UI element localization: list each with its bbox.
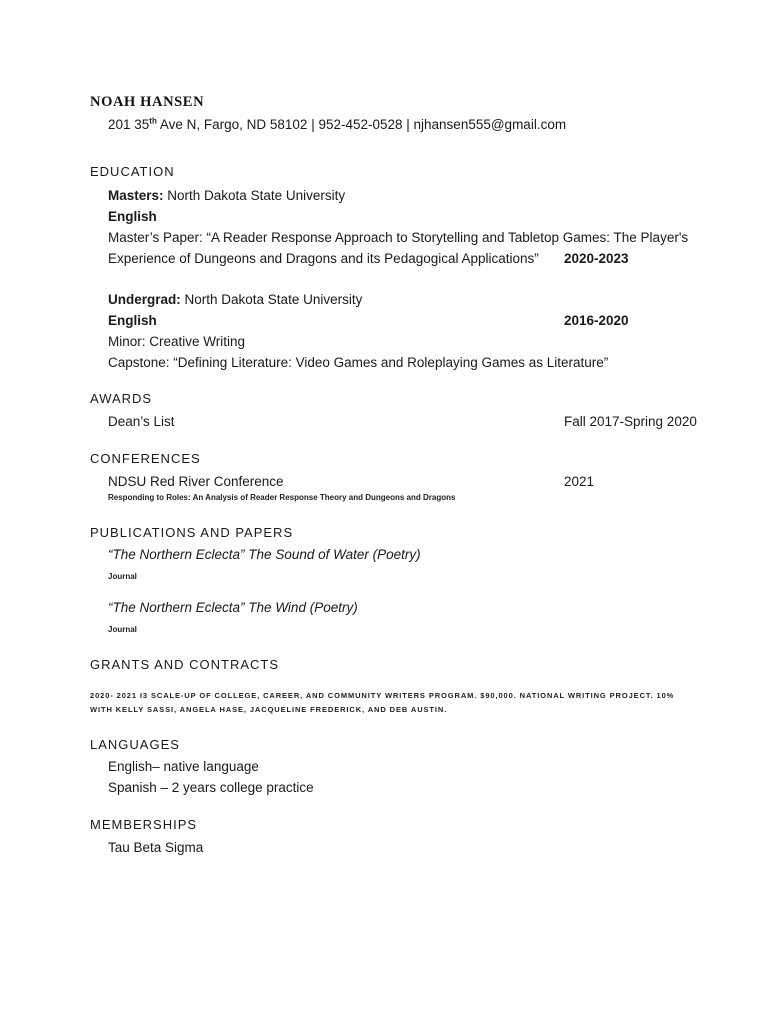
masters-paper-line2: Experience of Dungeons and Dragons and its Pedagogical Applications”	[108, 251, 539, 266]
membership-item: Tau Beta Sigma	[108, 840, 204, 855]
applicant-name: NOAH HANSEN	[90, 94, 205, 110]
grant-line1: 2020- 2021 I3 SCALE-UP OF COLLEGE, CAREER, AND COMMUNITY WRITERS PROGRAM. $90,000. NATIONAL WRITING PROJECT. 10%	[90, 691, 675, 700]
undergrad-major: English	[108, 313, 157, 328]
publications-heading: PUBLICATIONS AND PAPERS	[90, 525, 294, 540]
publication-type: Journal	[108, 572, 137, 581]
masters-paper-line1: Master’s Paper: “A Reader Response Approach to Storytelling and Tabletop Games: The Player's	[108, 230, 689, 245]
masters-label: Masters:	[108, 188, 164, 203]
award-dates: Fall 2017-Spring 2020	[564, 414, 697, 429]
conference-subtitle: Responding to Roles: An Analysis of Reader Response Theory and Dungeons and Dragons	[108, 493, 456, 502]
conference-item: NDSU Red River Conference	[108, 474, 284, 489]
memberships-heading: MEMBERSHIPS	[90, 817, 198, 832]
masters-line	[108, 188, 345, 203]
undergrad-dates: 2016-2020	[564, 313, 629, 328]
grant-line2: WITH KELLY SASSI, ANGELA HASE, JACQUELINE FREDERICK, AND DEB AUSTIN.	[90, 705, 448, 714]
awards-heading: AWARDS	[90, 391, 153, 406]
conference-date: 2021	[564, 474, 595, 489]
language-item: English– native language	[108, 759, 259, 774]
grants-heading: GRANTS AND CONTRACTS	[90, 657, 280, 672]
masters-dates: 2020-2023	[564, 251, 629, 266]
publication-title: “The Northern Eclecta” The Sound of Water (Poetry)	[108, 547, 421, 562]
undergrad-line	[108, 292, 362, 307]
publication-type: Journal	[108, 625, 137, 634]
education-heading: EDUCATION	[90, 164, 175, 179]
minor-line: Minor: Creative Writing	[108, 334, 246, 349]
languages-heading: LANGUAGES	[90, 737, 180, 752]
masters-school: North Dakota State University	[163, 188, 346, 203]
address-and-contacts: Ave N, Fargo, ND 58102 | 952-452-0528 | njhansen555@gmail.com	[156, 117, 567, 132]
undergrad-label: Undergrad:	[108, 292, 181, 307]
award-item: Dean’s List	[108, 414, 175, 429]
undergrad-school: North Dakota State University	[180, 292, 363, 307]
address-ordinal: th	[149, 116, 157, 126]
publication-title: “The Northern Eclecta” The Wind (Poetry)	[108, 600, 358, 615]
address-number: 201 35	[108, 117, 150, 132]
masters-major: English	[108, 209, 157, 224]
conferences-heading: CONFERENCES	[90, 451, 201, 466]
contact-line	[108, 117, 566, 132]
language-item: Spanish – 2 years college practice	[108, 780, 314, 795]
capstone-line: Capstone: “Defining Literature: Video Games and Roleplaying Games as Literature”	[108, 355, 609, 370]
